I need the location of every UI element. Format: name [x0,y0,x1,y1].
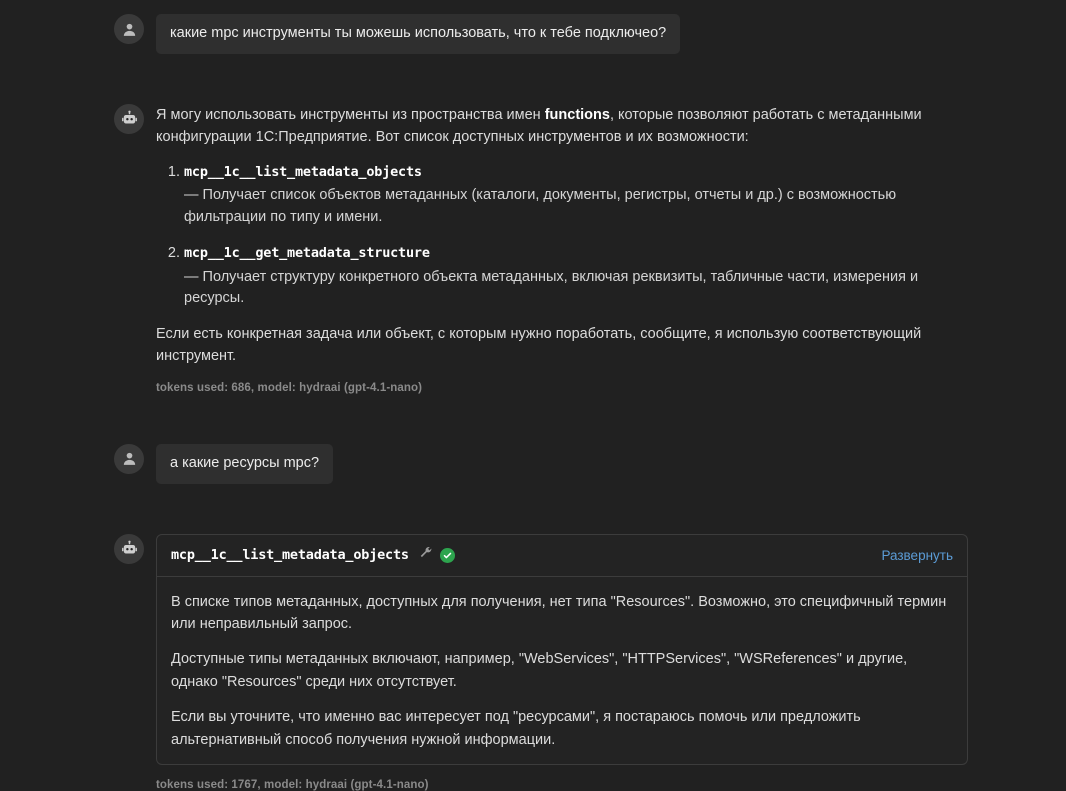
message-user-2 [0,444,1066,484]
tool-description: — Получает список объектов метаданных (каталоги, документы, регистры, отчеты и др.) с возможностью фильтрации по типу и имени. [184,185,968,229]
message-user-1 [0,14,1066,54]
intro-after: , которые позволяют работать с метаданными конфигурации 1С:Предприятие. Вот список доступных инструментов и их возможности: [156,107,922,145]
check-circle-icon [440,548,455,563]
result-paragraph: В списке типов метаданных, доступных для получения, нет типа "Resources". Возможно, это специфичный термин или неправильный запрос. [171,591,953,636]
tool-call-result-body [157,577,967,765]
tool-list [156,162,968,311]
tool-call-name: mcp__1c__list_metadata_objects [171,547,409,563]
tool-name: mcp__1c__get_metadata_structure [184,245,430,261]
assistant-message-text [156,104,968,368]
robot-avatar-icon [114,104,144,134]
message-body [156,534,968,791]
user-message-text: какие mpc инструменты ты можешь использовать, что к тебе подключео? [156,14,680,54]
message-body [156,444,333,484]
spacer [0,60,1066,104]
list-item [184,162,968,229]
tool-name: mcp__1c__list_metadata_objects [184,164,422,180]
tool-description: — Получает структуру конкретного объекта метаданных, включая реквизиты, табличные части, измерения и ресурсы. [184,267,968,311]
token-usage-meta: tokens used: 1767, model: hydraai (gpt-4.1-nano) [156,779,968,791]
namespace-name: functions [545,107,610,123]
tool-call-header[interactable] [157,535,967,577]
user-avatar-icon [114,444,144,474]
wrench-icon [419,546,433,565]
tool-call-card [156,534,968,766]
user-avatar-icon [114,14,144,44]
expand-button[interactable]: Развернуть [881,548,953,563]
assistant-closing-paragraph: Если есть конкретная задача или объект, с которым нужно поработать, сообщите, я использую соответствующий инструмент. [156,323,968,368]
message-body [156,104,968,394]
message-assistant-1 [0,104,1066,394]
user-message-text: а какие ресурсы mpc? [156,444,333,484]
message-body [156,14,680,54]
spacer [0,400,1066,444]
spacer [0,490,1066,534]
robot-avatar-icon [114,534,144,564]
intro-before: Я могу использовать инструменты из пространства имен [156,107,545,123]
result-paragraph: Доступные типы метаданных включают, например, "WebServices", "HTTPServices", "WSReferences" и другие, однако "Resources" среди них отсутствует. [171,648,953,693]
message-assistant-2 [0,534,1066,791]
tool-call-status-icons [419,546,455,565]
list-item [184,243,968,310]
assistant-intro-paragraph [156,104,968,149]
token-usage-meta: tokens used: 686, model: hydraai (gpt-4.1-nano) [156,382,968,394]
result-paragraph: Если вы уточните, что именно вас интересует под "ресурсами", я постараюсь помочь или предложить альтернативный способ получения нужной информации. [171,706,953,751]
